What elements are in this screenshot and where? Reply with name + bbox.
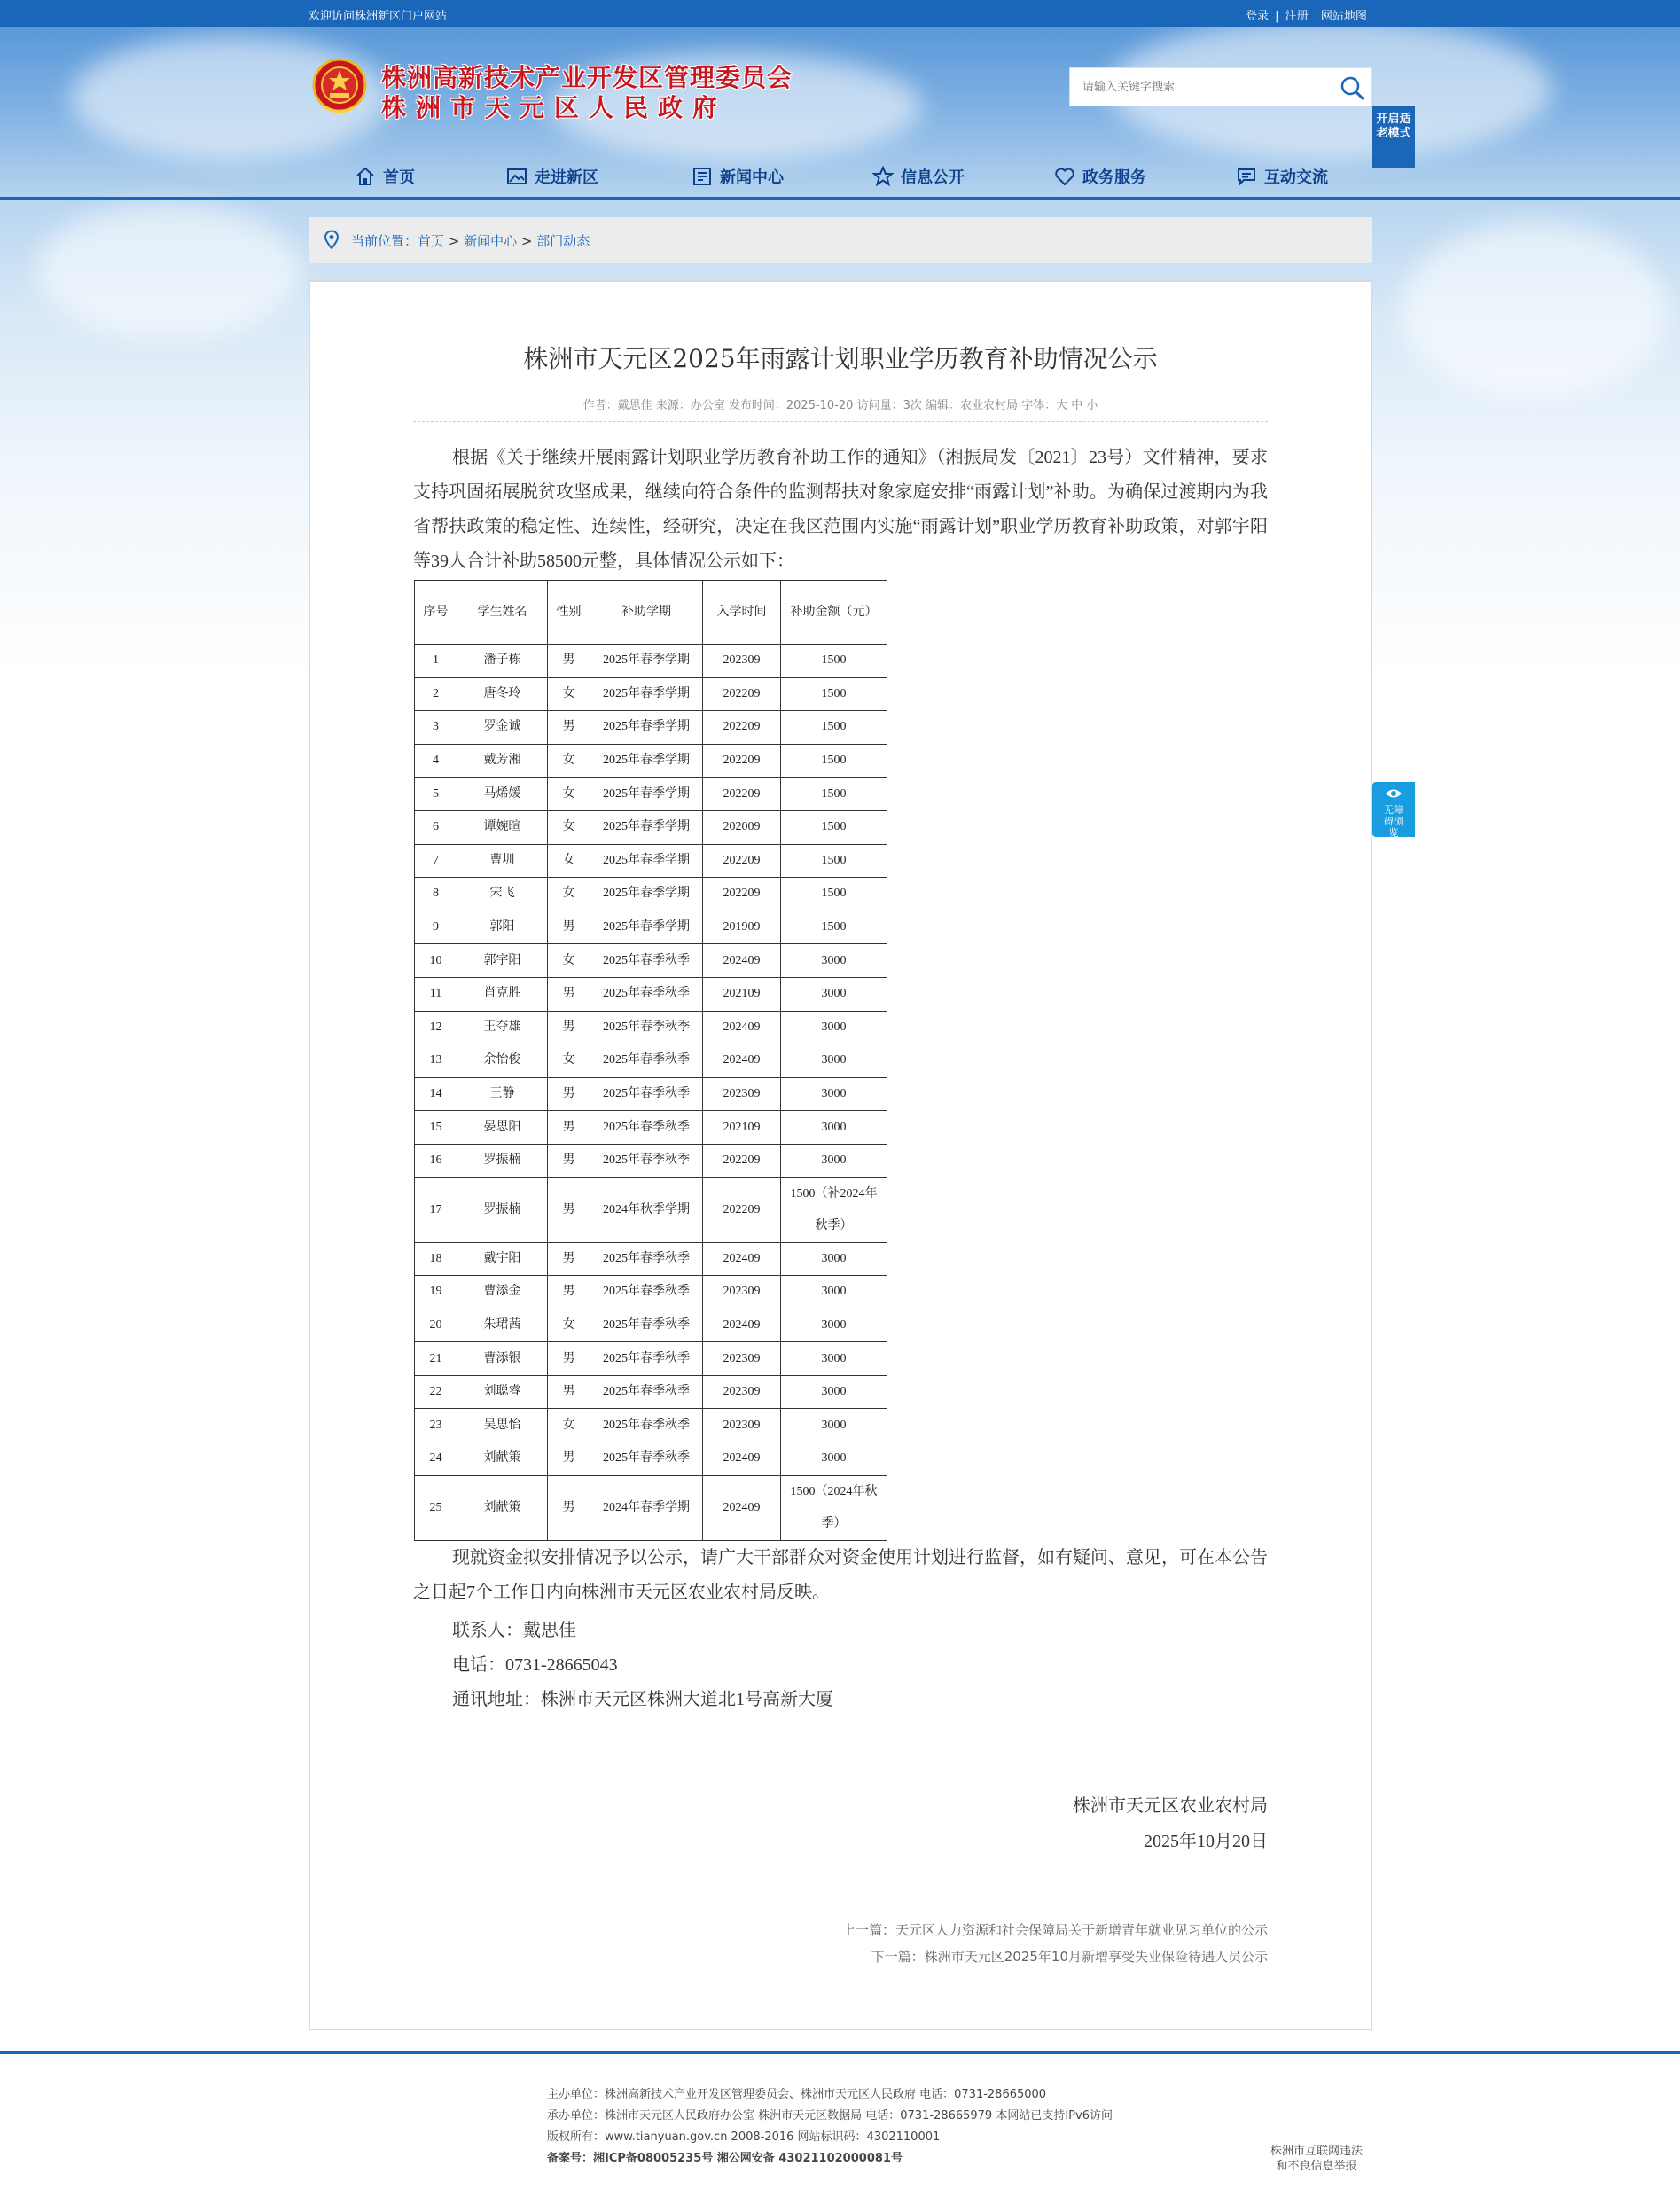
- table-cell: 3000: [781, 1077, 887, 1111]
- chat-icon: [1236, 166, 1257, 187]
- table-cell: 202209: [703, 1177, 781, 1242]
- table-cell: 曹添金: [457, 1276, 548, 1309]
- table-row: [415, 744, 887, 778]
- table-cell: 2025年春季秋季: [590, 1077, 703, 1111]
- meta-divider: [413, 421, 1268, 422]
- col-header: 性别: [548, 581, 590, 645]
- table-cell: 2025年春季秋季: [590, 1011, 703, 1044]
- col-header: 入学时间: [703, 581, 781, 645]
- org-name-line2: 株洲市天元区人民政府: [381, 93, 728, 122]
- table-row: [415, 1242, 887, 1276]
- contact-person: 联系人：戴思佳: [452, 1621, 576, 1640]
- table-cell: 女: [548, 944, 590, 978]
- table-row: [415, 1442, 887, 1476]
- table-cell: 11: [415, 977, 457, 1011]
- table-cell: 潘子栋: [457, 645, 548, 678]
- table-cell: 余怡俊: [457, 1044, 548, 1078]
- table-cell: 201909: [703, 911, 781, 944]
- table-row: [415, 1044, 887, 1078]
- report-link[interactable]: [1259, 2144, 1374, 2174]
- login-link[interactable]: 登录: [1246, 10, 1270, 23]
- table-cell: 202209: [703, 744, 781, 778]
- table-cell: 202409: [703, 1442, 781, 1476]
- table-cell: 1500: [781, 844, 887, 878]
- table-row: [415, 1111, 887, 1145]
- picture-icon: [506, 166, 527, 187]
- prev-article-link[interactable]: 上一篇：天元区人力资源和社会保障局关于新增青年就业见习单位的公示: [841, 1922, 1268, 1938]
- table-cell: 3000: [781, 977, 887, 1011]
- table-cell: 23: [415, 1409, 457, 1442]
- table-cell: 2025年春季秋季: [590, 1442, 703, 1476]
- table-cell: 1500: [781, 911, 887, 944]
- footer-icp[interactable]: 备案号：湘ICP备08005235号 湘公网安备 43021102000081号: [547, 2152, 903, 2165]
- table-cell: 2025年春季秋季: [590, 944, 703, 978]
- search-box: [1069, 67, 1372, 106]
- table-cell: 女: [548, 810, 590, 844]
- contact-address: 通讯地址：株洲市天元区株洲大道北1号高新大厦: [452, 1690, 833, 1709]
- main-nav: [309, 156, 1372, 197]
- nav-item-info[interactable]: [872, 156, 965, 197]
- table-cell: 2025年春季秋季: [590, 1409, 703, 1442]
- accessibility-label: 无障碍浏览: [1384, 804, 1403, 839]
- article-title: 株洲市天元区2025年雨露计划职业学历教育补助情况公示: [523, 344, 1158, 373]
- table-cell: 3000: [781, 1044, 887, 1078]
- signer: 株洲市天元区农业农村局: [1073, 1796, 1268, 1816]
- table-cell: 21: [415, 1342, 457, 1376]
- nav-label: 走进新区: [535, 168, 598, 187]
- table-cell: 女: [548, 1409, 590, 1442]
- table-cell: 王静: [457, 1077, 548, 1111]
- table-cell: 2024年春季学期: [590, 1475, 703, 1540]
- nav-item-home[interactable]: [355, 156, 415, 197]
- table-row: [415, 1177, 887, 1242]
- table-cell: 男: [548, 1276, 590, 1309]
- table-cell: 2025年春季学期: [590, 711, 703, 745]
- table-cell: 202009: [703, 810, 781, 844]
- top-bar: [0, 0, 1680, 27]
- table-cell: 曹圳: [457, 844, 548, 878]
- nav-item-services[interactable]: [1054, 156, 1146, 197]
- table-cell: 202109: [703, 1111, 781, 1145]
- table-row: [415, 778, 887, 811]
- table-cell: 2025年春季学期: [590, 744, 703, 778]
- table-cell: 1500: [781, 878, 887, 911]
- table-cell: 刘献策: [457, 1442, 548, 1476]
- table-cell: 3000: [781, 1144, 887, 1177]
- table-row: [415, 878, 887, 911]
- nav-item-news[interactable]: [692, 156, 784, 197]
- table-row: [415, 977, 887, 1011]
- table-cell: 3000: [781, 1309, 887, 1342]
- table-cell: 6: [415, 810, 457, 844]
- table-cell: 202209: [703, 711, 781, 745]
- table-cell: 肖克胜: [457, 977, 548, 1011]
- table-cell: 男: [548, 1442, 590, 1476]
- table-cell: 2025年春季学期: [590, 677, 703, 711]
- footer-organizer: 承办单位：株洲市天元区人民政府办公室 株洲市天元区数据局 电话：0731-28665979 本网站已支持IPv6访问: [547, 2109, 1113, 2123]
- report-line2: 和不良信息举报: [1276, 2160, 1357, 2173]
- table-cell: 罗振楠: [457, 1144, 548, 1177]
- table-cell: 12: [415, 1011, 457, 1044]
- table-cell: 罗振楠: [457, 1177, 548, 1242]
- table-row: [415, 1309, 887, 1342]
- article-intro: 根据《关于继续开展雨露计划职业学历教育补助工作的通知》（湘振局发〔2021〕23号）文件精神，要求支持巩固拓展脱贫攻坚成果，继续向符合条件的监测帮扶对象家庭安排“雨露计划”补助。为确保过渡期内为我省帮扶政策的稳定性、连续性，经研究，决定在我区范围内实施“雨露计划”职业学历教育补助政策，对郭宇阳等39人合计补助58500元整，具体情况公示如下：: [413, 448, 1268, 571]
- table-cell: 3000: [781, 1375, 887, 1409]
- article-closing: 现就资金拟安排情况予以公示，请广大干部群众对资金使用计划进行监督，如有疑问、意见，可在本公告之日起7个工作日内向株洲市天元区农业农村局反映。: [413, 1548, 1268, 1602]
- table-cell: 2025年春季学期: [590, 911, 703, 944]
- top-links: [1246, 6, 1367, 23]
- col-header: 补助学期: [590, 581, 703, 645]
- table-cell: 202209: [703, 677, 781, 711]
- table-row: [415, 844, 887, 878]
- table-cell: 1500: [781, 810, 887, 844]
- table-cell: 2025年春季秋季: [590, 1342, 703, 1376]
- table-cell: 202409: [703, 944, 781, 978]
- table-cell: 3000: [781, 1342, 887, 1376]
- table-cell: 2025年春季秋季: [590, 1276, 703, 1309]
- table-cell: 2025年春季学期: [590, 878, 703, 911]
- table-cell: 女: [548, 1044, 590, 1078]
- accessibility-button[interactable]: [1372, 782, 1415, 837]
- table-cell: 男: [548, 911, 590, 944]
- search-icon[interactable]: [1338, 74, 1366, 102]
- nav-label: 新闻中心: [720, 168, 784, 187]
- breadcrumb: [309, 217, 1372, 263]
- table-cell: 男: [548, 711, 590, 745]
- table-cell: 2025年春季秋季: [590, 1309, 703, 1342]
- table-cell: 2025年春季学期: [590, 810, 703, 844]
- table-cell: 1500: [781, 711, 887, 745]
- table-cell: 3000: [781, 1276, 887, 1309]
- table-cell: 女: [548, 744, 590, 778]
- table-cell: 3000: [781, 1011, 887, 1044]
- table-cell: 8: [415, 878, 457, 911]
- table-cell: 晏思阳: [457, 1111, 548, 1145]
- table-cell: 曹添银: [457, 1342, 548, 1376]
- table-cell: 2025年春季秋季: [590, 1144, 703, 1177]
- org-name-line1: 株洲高新技术产业开发区管理委员会: [381, 63, 793, 92]
- table-cell: 18: [415, 1242, 457, 1276]
- national-emblem-icon: [312, 58, 367, 116]
- table-cell: 202309: [703, 1077, 781, 1111]
- breadcrumb-section[interactable]: 新闻中心: [464, 233, 518, 249]
- table-cell: 3000: [781, 1409, 887, 1442]
- table-cell: 男: [548, 1375, 590, 1409]
- table-cell: 3000: [781, 944, 887, 978]
- table-row: [415, 645, 887, 678]
- table-cell: 男: [548, 1077, 590, 1111]
- table-cell: 2: [415, 677, 457, 711]
- table-cell: 男: [548, 1177, 590, 1242]
- table-cell: 男: [548, 1111, 590, 1145]
- col-header: 序号: [415, 581, 457, 645]
- table-cell: 25: [415, 1475, 457, 1540]
- nav-divider: [0, 197, 1680, 200]
- table-cell: 24: [415, 1442, 457, 1476]
- table-cell: 唐冬玲: [457, 677, 548, 711]
- table-row: [415, 1375, 887, 1409]
- separator: |: [1275, 10, 1279, 23]
- nav-label: 互动交流: [1264, 168, 1328, 187]
- breadcrumb-sep: >: [517, 233, 537, 249]
- table-cell: 202409: [703, 1011, 781, 1044]
- search-input[interactable]: [1082, 68, 1322, 106]
- table-cell: 1500: [781, 744, 887, 778]
- table-cell: 2025年春季秋季: [590, 1044, 703, 1078]
- table-cell: 1: [415, 645, 457, 678]
- col-header: 补助金额（元）: [781, 581, 887, 645]
- table-cell: 202409: [703, 1309, 781, 1342]
- table-cell: 刘聪睿: [457, 1375, 548, 1409]
- table-cell: 刘献策: [457, 1475, 548, 1540]
- table-cell: 7: [415, 844, 457, 878]
- table-cell: 202409: [703, 1475, 781, 1540]
- report-line1: 株洲市互联网违法: [1270, 2145, 1363, 2158]
- table-cell: 2025年春季秋季: [590, 977, 703, 1011]
- table-cell: 1500: [781, 778, 887, 811]
- col-header: 学生姓名: [457, 581, 548, 645]
- table-cell: 郭宇阳: [457, 944, 548, 978]
- sign-date: 2025年10月20日: [1144, 1832, 1268, 1851]
- elderly-mode-button[interactable]: 开启适老模式: [1372, 106, 1415, 168]
- table-row: [415, 1077, 887, 1111]
- nav-item-about[interactable]: [506, 156, 598, 197]
- breadcrumb-prefix: 当前位置：: [351, 233, 418, 249]
- table-cell: 男: [548, 1144, 590, 1177]
- table-cell: 朱珺茜: [457, 1309, 548, 1342]
- table-cell: 1500: [781, 677, 887, 711]
- table-cell: 王夺雄: [457, 1011, 548, 1044]
- table-row: [415, 1011, 887, 1044]
- table-cell: 男: [548, 645, 590, 678]
- table-cell: 13: [415, 1044, 457, 1078]
- location-pin-icon: [323, 230, 340, 249]
- table-cell: 戴芳湘: [457, 744, 548, 778]
- breadcrumb-sep: >: [444, 233, 465, 249]
- table-row: [415, 1342, 887, 1376]
- table-cell: 戴宇阳: [457, 1242, 548, 1276]
- table-cell: 1500: [781, 645, 887, 678]
- breadcrumb-home[interactable]: 首页: [418, 233, 445, 249]
- table-cell: 202309: [703, 1342, 781, 1376]
- table-cell: 202209: [703, 778, 781, 811]
- table-row: [415, 1276, 887, 1309]
- table-cell: 22: [415, 1375, 457, 1409]
- table-cell: 9: [415, 911, 457, 944]
- table-row: [415, 1475, 887, 1540]
- table-row: [415, 677, 887, 711]
- table-cell: 女: [548, 1309, 590, 1342]
- table-cell: 5: [415, 778, 457, 811]
- table-cell: 3000: [781, 1111, 887, 1145]
- table-cell: 吴思怡: [457, 1409, 548, 1442]
- table-cell: 20: [415, 1309, 457, 1342]
- nav-label: 信息公开: [901, 168, 965, 187]
- table-cell: 202209: [703, 878, 781, 911]
- table-cell: 郭阳: [457, 911, 548, 944]
- table-cell: 2025年春季学期: [590, 645, 703, 678]
- home-icon: [355, 166, 376, 187]
- sitemap-link[interactable]: 网站地图: [1320, 10, 1367, 23]
- table-row: [415, 1409, 887, 1442]
- table-cell: 女: [548, 878, 590, 911]
- table-cell: 宋飞: [457, 878, 548, 911]
- table-cell: 202409: [703, 1044, 781, 1078]
- table-cell: 202109: [703, 977, 781, 1011]
- table-cell: 202209: [703, 844, 781, 878]
- table-cell: 男: [548, 977, 590, 1011]
- table-cell: 4: [415, 744, 457, 778]
- heart-icon: [1054, 166, 1075, 187]
- table-cell: 202309: [703, 645, 781, 678]
- table-cell: 202409: [703, 1242, 781, 1276]
- footer-host: 主办单位：株洲高新技术产业开发区管理委员会、株洲市天元区人民政府 电话：0731-28665000: [547, 2088, 1047, 2101]
- subsidy-table: [414, 580, 887, 1541]
- table-cell: 2025年春季秋季: [590, 1375, 703, 1409]
- table-cell: 17: [415, 1177, 457, 1242]
- table-cell: 男: [548, 1342, 590, 1376]
- welcome-text: 欢迎访问株洲新区门户网站: [309, 10, 448, 23]
- table-cell: 马烯媛: [457, 778, 548, 811]
- table-cell: 19: [415, 1276, 457, 1309]
- table-cell: 2025年春季学期: [590, 778, 703, 811]
- table-cell: 男: [548, 1242, 590, 1276]
- table-cell: 谭婉暄: [457, 810, 548, 844]
- register-link[interactable]: 注册: [1285, 10, 1309, 23]
- nav-item-interaction[interactable]: [1236, 156, 1328, 197]
- table-cell: 3000: [781, 1242, 887, 1276]
- table-cell: 202309: [703, 1375, 781, 1409]
- nav-label: 首页: [383, 168, 415, 187]
- newspaper-icon: [692, 166, 713, 187]
- table-cell: 2025年春季秋季: [590, 1242, 703, 1276]
- table-row: [415, 810, 887, 844]
- table-cell: 1500（补2024年秋季）: [781, 1177, 887, 1242]
- table-cell: 15: [415, 1111, 457, 1145]
- next-article-link[interactable]: 下一篇：株洲市天元区2025年10月新增享受失业保险待遇人员公示: [871, 1949, 1268, 1965]
- table-cell: 3: [415, 711, 457, 745]
- footer-copyright: 版权所有：www.tianyuan.gov.cn 2008-2016 网站标识码：4302110001: [547, 2130, 941, 2144]
- table-cell: 2024年秋季学期: [590, 1177, 703, 1242]
- eye-icon: [1385, 787, 1403, 800]
- table-cell: 202309: [703, 1276, 781, 1309]
- breadcrumb-current[interactable]: 部门动态: [536, 233, 590, 249]
- table-cell: 3000: [781, 1442, 887, 1476]
- table-header-row: [415, 581, 887, 645]
- table-cell: 男: [548, 1011, 590, 1044]
- star-icon: [872, 166, 894, 187]
- table-cell: 女: [548, 677, 590, 711]
- table-row: [415, 911, 887, 944]
- table-cell: 女: [548, 844, 590, 878]
- table-row: [415, 1144, 887, 1177]
- table-cell: 16: [415, 1144, 457, 1177]
- table-row: [415, 944, 887, 978]
- contact-phone: 电话：0731-28665043: [452, 1655, 618, 1675]
- table-cell: 2025年春季秋季: [590, 1111, 703, 1145]
- nav-label: 政务服务: [1082, 168, 1146, 187]
- table-cell: 14: [415, 1077, 457, 1111]
- article-meta: 作者：戴思佳 来源：办公室 发布时间：2025-10-20 访问量：3次 编辑：农业农村局 字体：大 中 小: [582, 399, 1098, 412]
- table-cell: 1500（2024年秋季）: [781, 1475, 887, 1540]
- table-cell: 202309: [703, 1409, 781, 1442]
- table-cell: 女: [548, 778, 590, 811]
- table-cell: 罗金诚: [457, 711, 548, 745]
- table-body: [415, 645, 887, 1541]
- table-cell: 男: [548, 1475, 590, 1540]
- table-cell: 202209: [703, 1144, 781, 1177]
- table-row: [415, 711, 887, 745]
- table-cell: 10: [415, 944, 457, 978]
- table-cell: 2025年春季学期: [590, 844, 703, 878]
